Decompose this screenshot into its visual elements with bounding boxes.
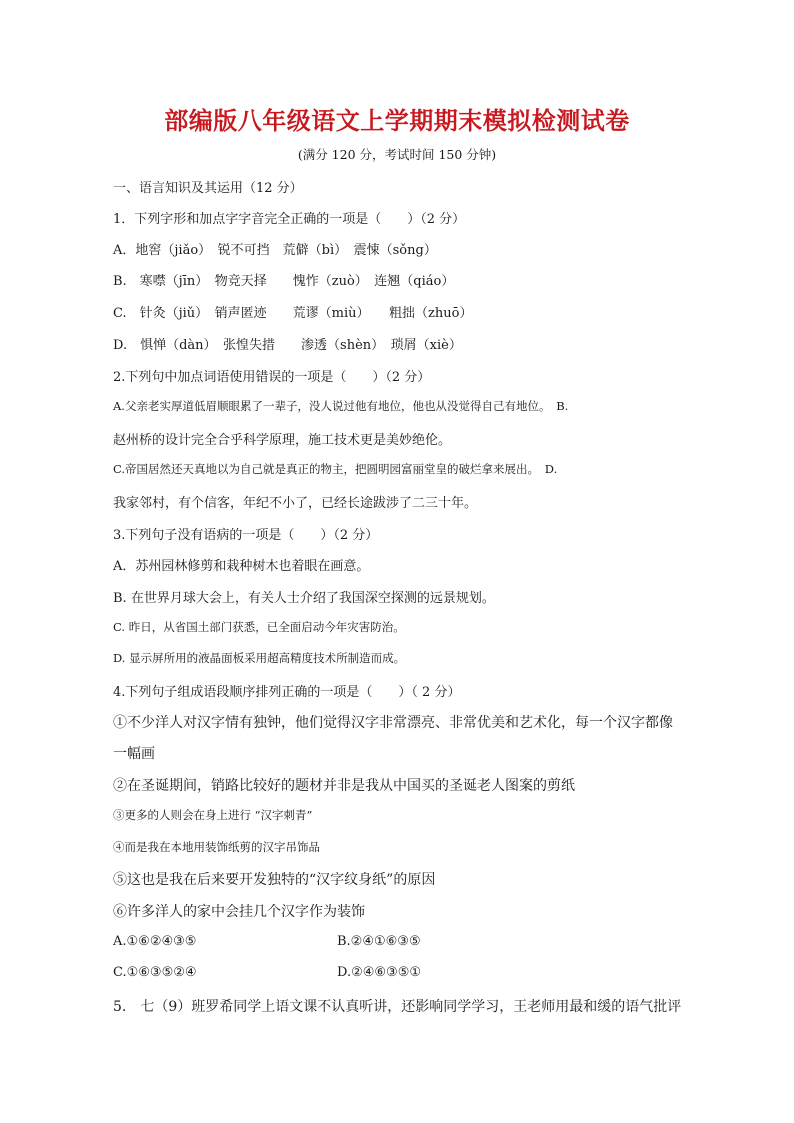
question-5-stem: 5. 七（9）班罗希同学上语文课不认真听讲，还影响同学学习，王老师用最和缓的语气批评 <box>113 999 682 1015</box>
score-time-note: (满分 120 分，考试时间 150 分钟) <box>297 147 497 162</box>
question-3-stem: 3.下列句子没有语病的一项是（ ）（2 分） <box>113 528 379 543</box>
question-1-option-b: B. 寒噤（jīn） 物竞天择 愧怍（zuò） 连翘（qiáo） <box>113 274 455 289</box>
page-title: 部编版八年级语文上学期期末模拟检测试卷 <box>164 107 630 135</box>
question-2-option-a: A.父亲老实厚道低眉顺眼累了一辈子，没人说过他有地位，他也从没觉得自己有地位。 B. <box>113 399 569 413</box>
question-3-option-d: D. 显示屏所用的液晶面板采用超高精度技术所制造而成。 <box>113 651 406 665</box>
question-4-option-d: D.②④⑥③⑤① <box>337 965 422 980</box>
question-2-option-b: 赵州桥的设计完全合乎科学原理，施工技术更是美妙绝伦。 <box>113 433 452 448</box>
question-1-option-a: A．地窖（jiǎo） 锐不可挡 荒僻（bì） 震悚（sǒng） <box>113 243 437 258</box>
question-1-option-d: D. 惧惮（dàn） 张惶失措 渗透（shèn） 琐屑（xiè） <box>113 338 462 353</box>
section-heading: 一、语言知识及其运用（12 分） <box>113 181 303 196</box>
question-3-option-b: B. 在世界月球大会上，有关人士介绍了我国深空探测的远景规划。 <box>113 591 495 606</box>
sentence-5: ⑤这也是我在后来要开发独特的“汉字纹身纸”的原因 <box>113 872 436 888</box>
sentence-1-continued: 一幅画 <box>113 746 155 762</box>
question-2-stem: 2.下列句中加点词语使用错误的一项是（ ）（2 分） <box>113 370 431 385</box>
sentence-6: ⑥许多洋人的家中会挂几个汉字作为装饰 <box>113 904 365 920</box>
sentence-1: ①不少洋人对汉字情有独钟，他们觉得汉字非常漂亮、非常优美和艺术化，每一个汉字都像 <box>113 715 673 731</box>
question-1-option-c: C. 针灸（jiǔ） 销声匿迹 荒谬（miù） 粗拙（zhuō） <box>113 306 473 321</box>
question-4-stem: 4.下列句子组成语段顺序排列正确的一项是（ ）（ 2 分） <box>113 685 461 700</box>
question-4-option-c: C.①⑥③⑤②④ <box>113 965 197 980</box>
question-4-option-b: B.②④①⑥③⑤ <box>337 934 421 949</box>
question-2-option-d: 我家邻村，有个信客，年纪不小了，已经长途跋涉了二三十年。 <box>113 496 478 511</box>
question-1-stem: 1．下列字形和加点字字音完全正确的一项是（ ）（2 分） <box>113 212 466 227</box>
question-3-option-c: C. 昨日，从省国土部门获悉，已全面启动今年灾害防治。 <box>113 620 405 634</box>
question-3-option-a: A．苏州园林修剪和栽种树木也着眼在画意。 <box>113 559 370 574</box>
sentence-2: ②在圣诞期间，销路比较好的题材并非是我从中国买的圣诞老人图案的剪纸 <box>113 778 575 794</box>
question-4-option-a: A.①⑥②④③⑤ <box>113 934 197 949</box>
sentence-4: ④而是我在本地用装饰纸剪的汉字吊饰品 <box>113 840 320 854</box>
question-2-option-c: C.帝国居然还天真地以为自己就是真正的物主，把圆明园富丽堂皇的破烂拿来展出。 D. <box>113 462 558 476</box>
sentence-3: ③更多的人则会在身上进行 “汉字刺青” <box>113 808 313 822</box>
